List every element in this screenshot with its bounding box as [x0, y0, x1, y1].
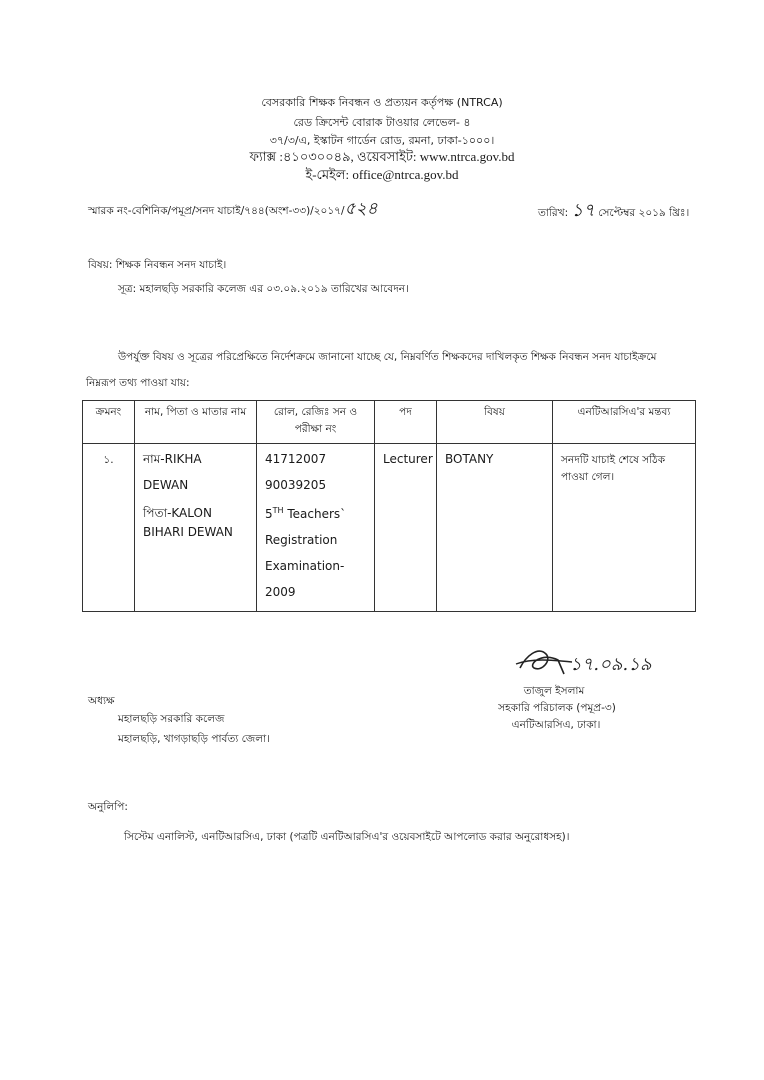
copy-label: অনুলিপি: — [88, 801, 128, 813]
memo-number — [88, 196, 378, 224]
source-line: সূত্র: মহালছড়ি সরকারি কলেজ এর ০৩.০৯.২০১৯ তারিখের আবেদন। — [118, 283, 409, 295]
exam-title: Teachers` Registration Examination-2009 — [265, 507, 347, 599]
verification-table — [82, 400, 696, 612]
recipient-title: অধ্যক্ষ — [88, 695, 115, 707]
body-paragraph-line-1: উপর্যুক্ত বিষয় ও সূত্রের পরিপ্রেক্ষিতে নির্দেশক্রমে জানানো যাচ্ছে যে, নিম্নবর্ণিত শিক্ষকদের দাখিলকৃত শিক্ষক নিবন্ধন সনদ যাচাইক্রমে — [118, 351, 657, 363]
table-row — [83, 444, 696, 612]
col-header-roll: রোল, রেজিঃ সন ও পরীক্ষা নং — [257, 401, 375, 444]
cell-roll — [257, 444, 375, 612]
signature-date: ১৭.০৯.১৯ — [570, 654, 652, 675]
registration-number: 90039205 — [265, 478, 327, 492]
recipient-location: মহালছড়ি, খাগড়াছড়ি পার্বত্য জেলা। — [118, 733, 270, 745]
email-line: ই-মেইল: office@ntrca.gov.bd — [305, 167, 459, 182]
org-name: বেসরকারি শিক্ষক নিবন্ধন ও প্রত্যয়ন কর্তৃপক্ষ (NTRCA) — [261, 96, 503, 109]
col-header-name: নাম, পিতা ও মাতার নাম — [135, 401, 257, 444]
father-name: পিতা-KALON BIHARI DEWAN — [143, 506, 233, 539]
cell-remark: সনদটি যাচাই শেষে সঠিক পাওয়া গেল। — [553, 444, 696, 612]
date-rest: সেপ্টেম্বর ২০১৯ খ্রিঃ। — [598, 207, 690, 219]
col-header-remark: এনটিআরসিএ'র মন্তব্য — [553, 401, 696, 444]
memo-number-prefix: স্মারক নং-বেশিনিক/পমূপ্র/সনদ যাচাই/৭৪৪(অংশ-৩৩)/২০১৭/ — [88, 205, 345, 217]
exam-ordinal-suffix: TH — [272, 506, 284, 515]
signatory-designation: সহকারি পরিচালক (পমূপ্র-৩) — [498, 702, 616, 714]
copy-recipient: সিস্টেম এনালিস্ট, এনটিআরসিএ, ঢাকা (পত্রটি এনটিআরসিএ'র ওয়েবসাইটে আপলোড করার অনুরোধসহ)। — [124, 831, 570, 843]
table-header-row — [83, 401, 696, 444]
date-label: তারিখ: — [538, 207, 569, 219]
cell-serial: ১. — [83, 444, 135, 612]
signature-scribble-icon — [512, 638, 692, 682]
cell-post: Lecturer — [375, 444, 437, 612]
address-line-2: ৩৭/৩/এ, ইস্কাটন গার্ডেন রোড, রমনা, ঢাকা-১০০০। — [269, 134, 495, 147]
date-day-handwritten: ১৭ — [571, 200, 595, 221]
exam-ordinal: 5 — [265, 507, 273, 521]
memo-number-handwritten: ৫২৪ — [344, 199, 378, 219]
address-line-1: রেড ক্রিসেন্ট বোরাক টাওয়ার লেভেল- ৪ — [293, 116, 471, 129]
col-header-subject: বিষয় — [437, 401, 553, 444]
cell-subject: BOTANY — [437, 444, 553, 612]
cell-name — [135, 444, 257, 612]
col-header-serial: ক্রমনং — [83, 401, 135, 444]
exam-name — [265, 498, 366, 605]
signatory-office: এনটিআরসিএ, ঢাকা। — [511, 719, 601, 731]
roll-number: 41712007 — [265, 452, 327, 466]
signatory-name: তাজুল ইসলাম — [523, 685, 585, 697]
letter-date — [538, 196, 689, 227]
subject-line: বিষয়: শিক্ষক নিবন্ধন সনদ যাচাই। — [88, 259, 227, 271]
contact-line: ফ্যাক্স :৪১০৩০০৪৯, ওয়েবসাইট: www.ntrca.gov.bd — [249, 149, 515, 164]
recipient-institution: মহালছড়ি সরকারি কলেজ — [118, 713, 225, 725]
col-header-post: পদ — [375, 401, 437, 444]
body-paragraph-line-2: নিম্নরূপ তথ্য পাওয়া যায়: — [86, 377, 190, 389]
teacher-name: নাম-RIKHA DEWAN — [143, 452, 202, 492]
